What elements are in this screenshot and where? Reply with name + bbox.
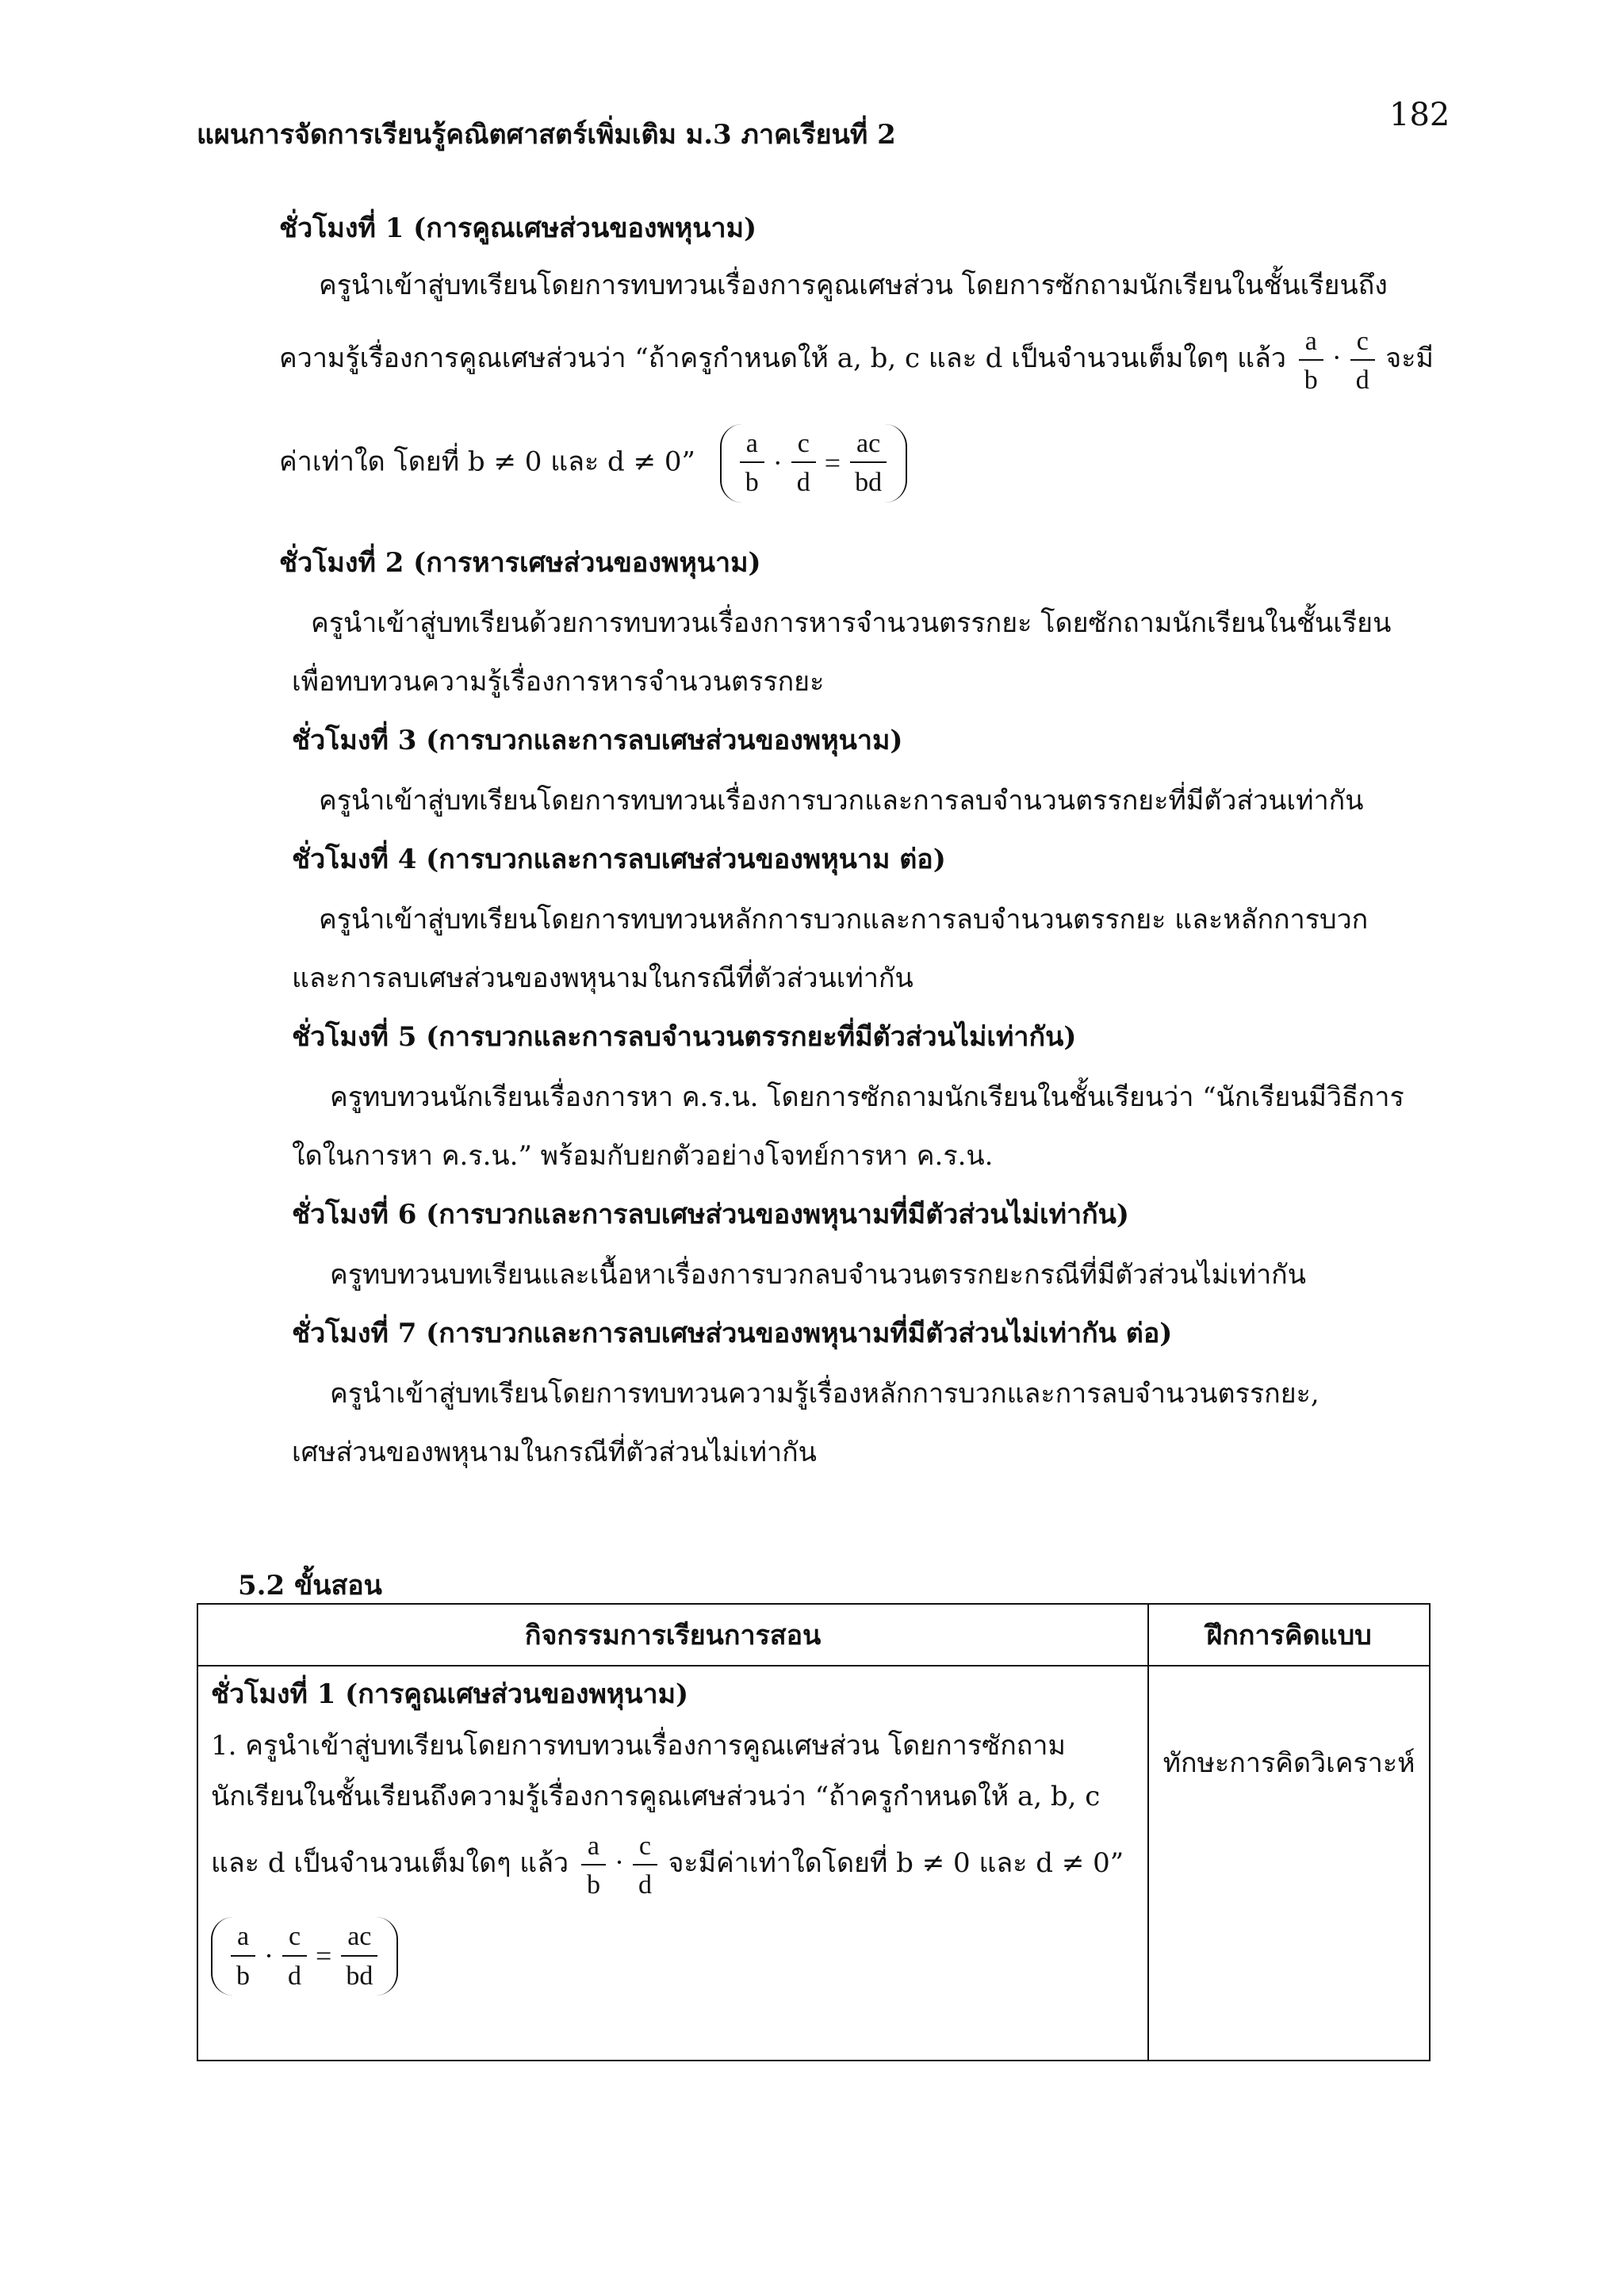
hour-4-line-1: ครูนำเข้าสู่บทเรียนโดยการทบทวนหลักการบวกและการลบจำนวนตรรกยะ และหลักการบวก xyxy=(319,904,1369,936)
numerator: a xyxy=(231,1922,255,1956)
fraction-a-over-b xyxy=(580,1831,607,1900)
fraction-c-over-d xyxy=(791,429,817,498)
row-line-3 xyxy=(211,1831,1135,1900)
denominator: d xyxy=(288,1961,301,1991)
hour-3-line-1: ครูนำเข้าสู่บทเรียนโดยการทบทวนเรื่องการบวกและการลบจำนวนตรรกยะที่มีตัวส่วนเท่ากัน xyxy=(319,785,1364,817)
row-formula-line xyxy=(211,1917,1135,1996)
fraction-ac-over-bd xyxy=(339,1922,379,1991)
dot-operator: · xyxy=(772,446,783,479)
equals-sign: = xyxy=(824,446,841,479)
numerator: a xyxy=(581,1831,606,1866)
dot-operator: · xyxy=(264,1940,274,1973)
thinking-skill: ทักษะการคิดวิเคราะห์ xyxy=(1162,1747,1415,1779)
page-header-title: แผนการจัดการเรียนรู้คณิตศาสตร์เพิ่มเติม ม.3 ภาคเรียนที่ 2 xyxy=(197,119,896,151)
page-number: 182 xyxy=(1389,97,1450,133)
numerator: c xyxy=(633,1831,657,1866)
hour-2-line-2: เพื่อทบทวนความรู้เรื่องการหารจำนวนตรรกยะ xyxy=(292,666,825,698)
fraction-a-over-b xyxy=(739,429,765,498)
hour-7-line-1: ครูนำเข้าสู่บทเรียนโดยการทบทวนความรู้เรื่องหลักการบวกและการลบจำนวนตรรกยะ, xyxy=(330,1378,1320,1410)
product-formula xyxy=(720,424,907,503)
column-header-activities: กิจกรรมการเรียนการสอน xyxy=(197,1604,1148,1666)
fraction-a-over-b xyxy=(1298,327,1324,396)
numerator: a xyxy=(1299,327,1323,361)
row-line-2: นักเรียนในชั้นเรียนถึงความรู้เรื่องการคูณเศษส่วนว่า “ถ้าครูกำหนดให้ a, b, c xyxy=(211,1781,1101,1812)
row-line-1: 1. ครูนำเข้าสู่บทเรียนโดยการทบทวนเรื่องการคูณเศษส่วน โดยการซักถาม xyxy=(211,1729,1066,1762)
hour-1-line-2-end: จะมี xyxy=(1385,342,1434,375)
hour-1-heading: ชั่วโมงที่ 1 (การคูณเศษส่วนของพหุนาม) xyxy=(279,212,757,244)
denominator: d xyxy=(1355,365,1369,396)
fraction-ac-over-bd xyxy=(848,429,888,498)
hour-2-line-1: ครูนำเข้าสู่บทเรียนด้วยการทบทวนเรื่องการหารจำนวนตรรกยะ โดยซักถามนักเรียนในชั้นเรียน xyxy=(311,607,1392,639)
row-line-3-text: และ d เป็นจำนวนเต็มใดๆ แล้ว xyxy=(211,1846,569,1879)
section-heading: 5.2 ขั้นสอน xyxy=(238,1570,382,1601)
hour-1-line-3-text: ค่าเท่าใด โดยที่ b ≠ 0 และ d ≠ 0” xyxy=(279,446,695,478)
hour-6-line-1: ครูทบทวนบทเรียนและเนื้อหาเรื่องการบวกลบจำนวนตรรกยะกรณีที่มีตัวส่วนไม่เท่ากัน xyxy=(330,1259,1307,1291)
row-line-3-end: จะมีค่าเท่าใดโดยที่ b ≠ 0 และ d ≠ 0” xyxy=(668,1846,1124,1879)
numerator: ac xyxy=(850,429,887,463)
denominator: bd xyxy=(346,1961,373,1991)
equals-sign: = xyxy=(316,1940,332,1973)
hour-5-line-2: ใดในการหา ค.ร.น.” พร้อมกับยกตัวอย่างโจทย์การหา ค.ร.น. xyxy=(292,1140,994,1172)
fraction-c-over-d xyxy=(282,1922,308,1991)
numerator: a xyxy=(740,429,764,463)
denominator: b xyxy=(236,1961,250,1991)
fraction-a-over-b xyxy=(230,1922,256,1991)
hour-1-line-2-text: ความรู้เรื่องการคูณเศษส่วนว่า “ถ้าครูกำหนดให้ a, b, c และ d เป็นจำนวนเต็มใดๆ แล้ว xyxy=(279,342,1286,375)
fraction-product-inline xyxy=(1295,327,1386,396)
denominator: bd xyxy=(855,468,883,498)
fraction-product-inline xyxy=(577,1831,668,1900)
hour-5-line-1: ครูทบทวนนักเรียนเรื่องการหา ค.ร.น. โดยการซักถามนักเรียนในชั้นเรียนว่า “นักเรียนมีวิธีการ xyxy=(330,1081,1404,1113)
denominator: d xyxy=(796,468,810,498)
dot-operator: · xyxy=(1331,342,1342,374)
fraction-c-over-d xyxy=(1350,327,1376,396)
numerator: c xyxy=(791,429,816,463)
hour-1-line-3 xyxy=(279,424,907,503)
fraction-c-over-d xyxy=(632,1831,658,1900)
hour-1-line-1: ครูนำเข้าสู่บทเรียนโดยการทบทวนเรื่องการคูณเศษส่วน โดยการซักถามนักเรียนในชั้นเรียนถึง xyxy=(319,270,1388,301)
numerator: ac xyxy=(341,1922,377,1956)
table-header-row xyxy=(197,1604,1430,1666)
denominator: b xyxy=(586,1869,600,1900)
numerator: c xyxy=(282,1922,307,1956)
hour-6-heading: ชั่วโมงที่ 6 (การบวกและการลบเศษส่วนของพหุนามที่มีตัวส่วนไม่เท่ากัน) xyxy=(292,1199,1130,1230)
activities-cell xyxy=(197,1666,1148,2061)
hour-4-line-2: และการลบเศษส่วนของพหุนามในกรณีที่ตัวส่วนเท่ากัน xyxy=(292,962,914,994)
thinking-cell xyxy=(1148,1666,1430,2061)
dot-operator: · xyxy=(614,1846,624,1878)
table-row xyxy=(197,1666,1430,2061)
hour-2-heading: ชั่วโมงที่ 2 (การหารเศษส่วนของพหุนาม) xyxy=(279,547,761,579)
hour-7-heading: ชั่วโมงที่ 7 (การบวกและการลบเศษส่วนของพหุนามที่มีตัวส่วนไม่เท่ากัน ต่อ) xyxy=(292,1318,1173,1349)
denominator: d xyxy=(638,1869,652,1900)
product-formula xyxy=(211,1917,398,1996)
hour-5-heading: ชั่วโมงที่ 5 (การบวกและการลบจำนวนตรรกยะที่มีตัวส่วนไม่เท่ากัน) xyxy=(292,1021,1077,1053)
row-heading: ชั่วโมงที่ 1 (การคูณเศษส่วนของพหุนาม) xyxy=(211,1678,689,1710)
denominator: b xyxy=(745,468,759,498)
hour-1-line-2 xyxy=(279,327,1434,396)
teaching-steps-table xyxy=(197,1603,1431,2061)
hour-7-line-2: เศษส่วนของพหุนามในกรณีที่ตัวส่วนไม่เท่ากัน xyxy=(292,1437,817,1468)
column-header-thinking: ฝึกการคิดแบบ xyxy=(1148,1604,1430,1666)
numerator: c xyxy=(1350,327,1375,361)
hour-3-heading: ชั่วโมงที่ 3 (การบวกและการลบเศษส่วนของพหุนาม) xyxy=(292,725,903,756)
hour-4-heading: ชั่วโมงที่ 4 (การบวกและการลบเศษส่วนของพหุนาม ต่อ) xyxy=(292,844,946,875)
denominator: b xyxy=(1304,365,1318,396)
